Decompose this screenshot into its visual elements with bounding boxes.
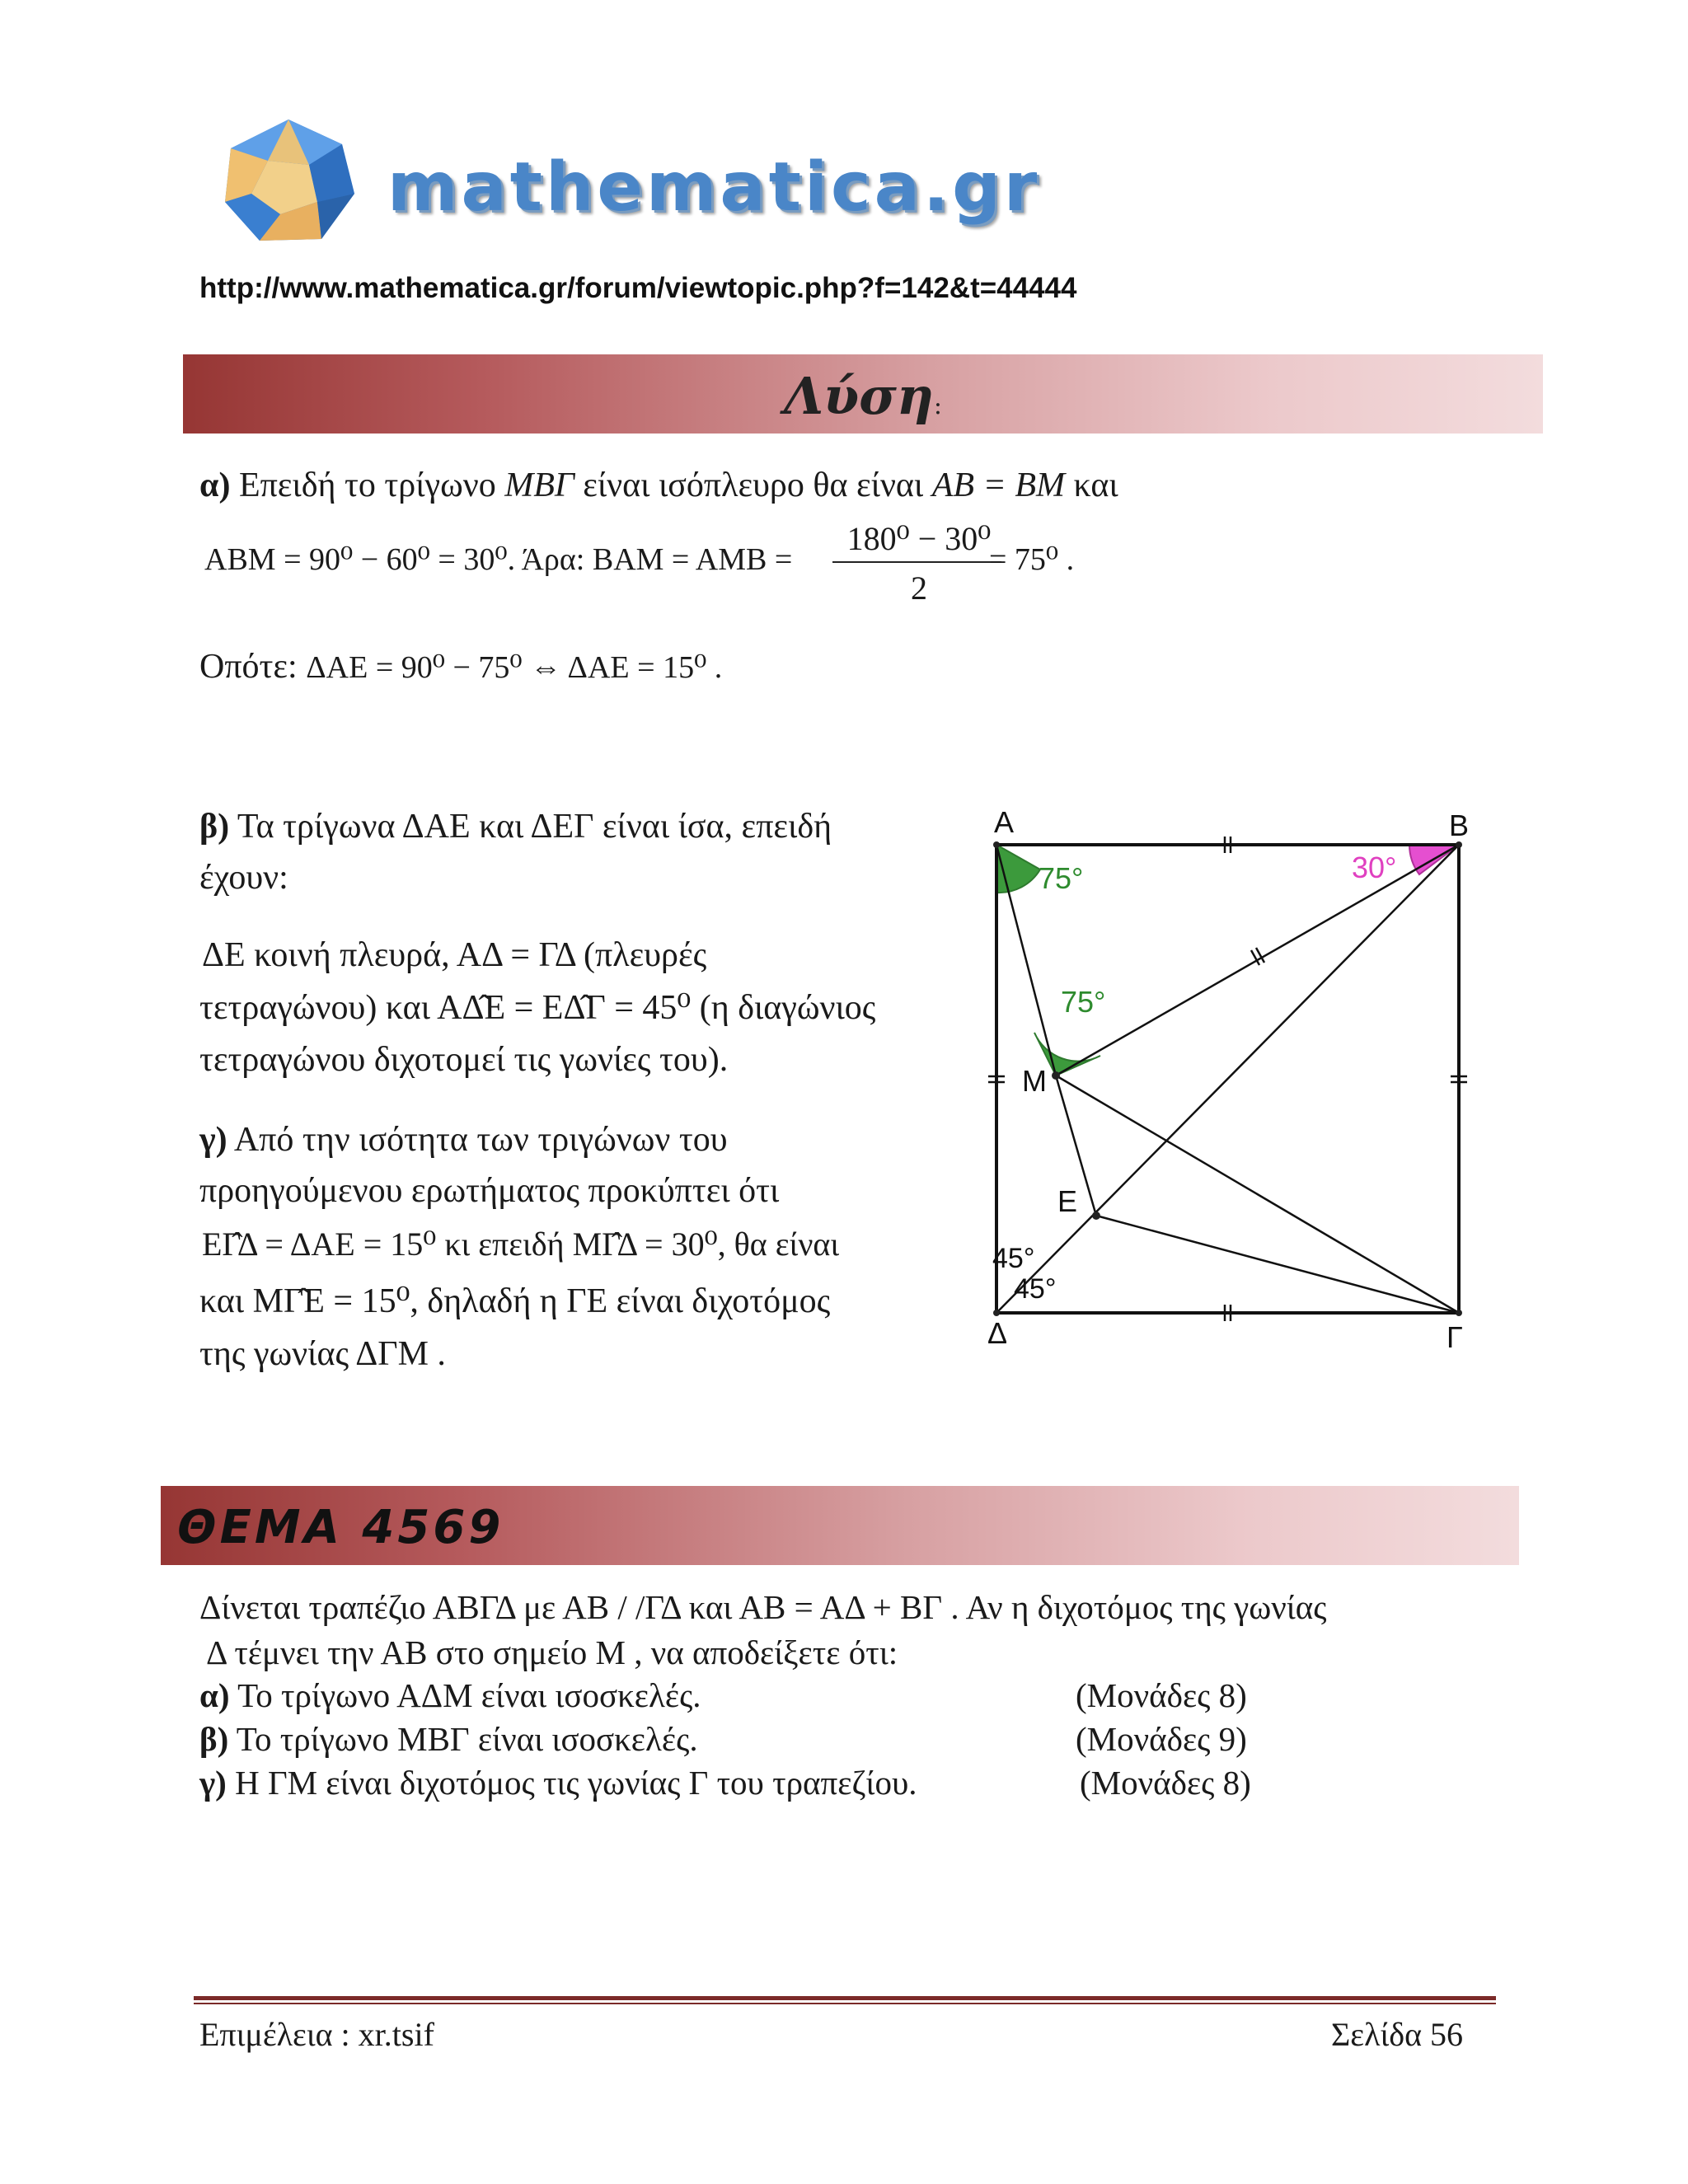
part-a-line3: Οπότε: ΔΑΕ = 90⁰ − 75⁰ ⇔ ΔΑΕ = 15⁰ . [199,648,723,686]
part-b-line5: τετραγώνου διχοτομεί τις γωνίες του). [199,1041,729,1079]
theme-item-c-points: (Μονάδες 8) [1080,1764,1251,1802]
angle-label-m-75: 75° [1061,985,1106,1019]
solution-banner [183,354,1543,434]
source-url[interactable]: http://www.mathematica.gr/forum/viewtopic.php?f=142&t=44444 [199,272,1077,304]
fraction-numerator: 180⁰ − 30⁰ [846,520,992,557]
theme-item-a-points: (Μονάδες 8) [1076,1676,1247,1714]
part-a-line2: ΑΒΜ = 90⁰ − 60⁰ = 30⁰. Άρα: ΒΑΜ = ΑΜΒ = [204,542,793,577]
logo-text: mathematica.gr [387,148,1041,227]
part-b-line4: τετραγώνου) και ΑΔ̂Ε = ΕΔ̂Γ = 45⁰ (η διαγώνιος [199,989,876,1027]
diagonal-db [996,845,1459,1313]
theme-line2: Δ τέμνει την ΑΒ στο σημείο Μ , να αποδείξετε ότι: [206,1633,898,1671]
label-b: Β [1449,808,1470,842]
part-a-line2-result: = 75⁰ . [989,542,1075,577]
label-g: Γ [1447,1320,1463,1354]
label-e: Ε [1057,1184,1078,1218]
part-c-line1: γ) Από την ισότητα των τριγώνων του [199,1121,728,1159]
theme-line1: Δίνεται τραπέζιο ΑΒΓΔ με ΑΒ / /ΓΔ και ΑΒ = ΑΔ + ΒΓ . Αν η διχοτόμος της γωνίας [199,1588,1327,1626]
theme-item-b-points: (Μονάδες 9) [1076,1720,1247,1758]
footer-author: Επιμέλεια : xr.tsif [199,2016,434,2053]
point-m [1052,1071,1060,1080]
part-c-line3: ΕΓ̂Δ = ΔΑΕ = 15⁰ κι επειδή ΜΓ̂Δ = 30⁰, θα είναι [202,1226,840,1263]
point-a [993,841,1000,848]
theme-banner [161,1486,1519,1565]
angle-label-d-45-bottom: 45° [1014,1273,1057,1305]
segment-eg [1096,1216,1459,1313]
part-a-line1: α) Επειδή το τρίγωνο ΜΒΓ είναι ισόπλευρο θα είναι ΑΒ = ΒΜ και [199,466,1118,504]
theme-item-a: α) Το τρίγωνο ΑΔΜ είναι ισοσκελές. [199,1676,701,1714]
angle-label-b-30: 30° [1352,851,1397,884]
part-b-line2: έχουν: [199,859,288,897]
geometry-figure [973,799,1500,1376]
theme-title: ΘΕΜΑ 4569 [177,1501,504,1554]
label-a: Α [994,805,1015,839]
angle-label-a-75: 75° [1039,861,1084,895]
part-c-line4: και ΜΓ̂Ε = 15⁰, δηλαδή η ΓΕ είναι διχοτόμος [199,1282,831,1320]
footer-page-number: Σελίδα 56 [1331,2016,1464,2053]
theme-item-c: γ) Η ΓΜ είναι διχοτόμος τις γωνίας Γ του τραπεζίου. [199,1764,917,1802]
label-m: Μ [1022,1064,1047,1098]
label-d: Δ [987,1316,1008,1350]
part-c-line2: προηγούμενου ερωτήματος προκύπτει ότι [199,1172,780,1210]
angle-label-d-45-top: 45° [992,1243,1035,1274]
theme-item-b: β) Το τρίγωνο ΜΒΓ είναι ισοσκελές. [199,1720,698,1758]
point-e [1092,1212,1100,1220]
footer-rule [194,1996,1496,2000]
fraction-bar [832,561,1001,563]
footer-rule-thin [194,2003,1496,2004]
segment-mg [1056,1076,1459,1313]
point-b [1456,841,1462,848]
point-g [1456,1310,1462,1316]
part-b-line1: β) Τα τρίγωνα ΔΑΕ και ΔΕΓ είναι ίσα, επειδή [199,808,832,846]
fraction-denominator: 2 [911,569,927,607]
part-c-line5: της γωνίας ΔΓΜ . [199,1335,446,1373]
solution-title: Λύση: [783,366,943,426]
point-d [993,1310,1000,1316]
part-b-line3: ΔΕ κοινή πλευρά, ΑΔ = ΓΔ (πλευρές [202,936,707,974]
logo-icon [218,115,359,247]
